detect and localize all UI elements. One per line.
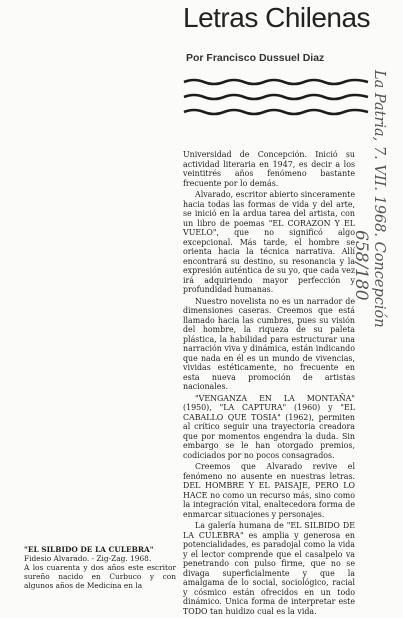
handwritten-annotation — [351, 60, 403, 340]
article-byline: Por Francisco Dussuel Diaz — [186, 52, 325, 64]
body-paragraph: Creemos que Alvarado revive el fenómeno no ausente en nuestras letras. DEL HOMBRE Y EL PAISAJE, PERO LO HACE no como un recurso más, sino como la integración vital, enaltecedora forma de enmarcar situaciones y personajes. — [183, 462, 355, 519]
body-paragraph: "VENGANZA EN LA MONTAÑA" (1950), "LA CAPTURA" (1960) y "EL CABALLO QUE TOSIA" (1962), permiten al crítico seguir una trayectoria creadora que por momentos engendra la duda. Sin embargo se le han otorgado premios, codiciados por no pocos consagrados. — [183, 393, 355, 460]
article-body — [183, 150, 355, 618]
decorative-rules — [182, 72, 372, 122]
caption-citation: Fidesio Alvarado. - Zig-Zag. 1968. — [24, 554, 152, 563]
caption-text: A los cuarenta y dos años este escritor sureño nacido en Curbuco y con algunos años de Medicina en la — [24, 563, 176, 590]
body-paragraph: Alvarado, escritor abierto sinceramente hacia todas las formas de vida y del arte, se inició en la ardua tarea del artista, con un libro de poemas "EL CORAZON Y EL VUELO", que no significó algo excepcional. Más tarde, el hombre se orienta hacia la técnica narrativa. Allí encontrará su destino, su resonancia y la expresión auténtica de su yo, que cada vez irá adquiriendo mayor perfección y profundidad humanas. — [183, 190, 355, 294]
article-title: Letras Chilenas — [183, 2, 371, 33]
body-paragraph: Universidad de Concepción. Inició su actividad literaria en 1947, es decir a los veintitrés años fenómeno bastante frecuente por lo demás. — [183, 150, 355, 188]
handwritten-source-note: La Patria, 7. VII. 1968. Concepción — [371, 70, 387, 328]
body-paragraph: Nuestro novelista no es un narrador de dimensiones caseras. Creemos que está llamado hacia las cumbres, pues su visión del hombre, la riqueza de su paleta plástica, la habilidad para estructurar una narración viva y dinámica, están indicando que nada en él es un mundo de vivencias, vividas estéticamente, no frecuente en esta nueva promoción de artistas nacionales. — [183, 296, 355, 391]
caption-title: "EL SILBIDO DE LA CULEBRA" — [24, 545, 154, 554]
book-caption — [24, 545, 176, 590]
body-paragraph: La galería humana de "EL SILBIDO DE LA CULEBRA" es amplia y generosa en potencialidades, es paradojal como la vida y el lector comprende que el casalpelo va penetrando con pulso firme, que no se divaga superficialmente y que la amalgama de lo social, sociológico, racial y cósmico están ofrecidos en un todo dinámico. Unica forma de interpretar este TODO tan huidizo cual es la vida. — [183, 521, 355, 616]
handwritten-number: 658/180 — [351, 230, 371, 301]
